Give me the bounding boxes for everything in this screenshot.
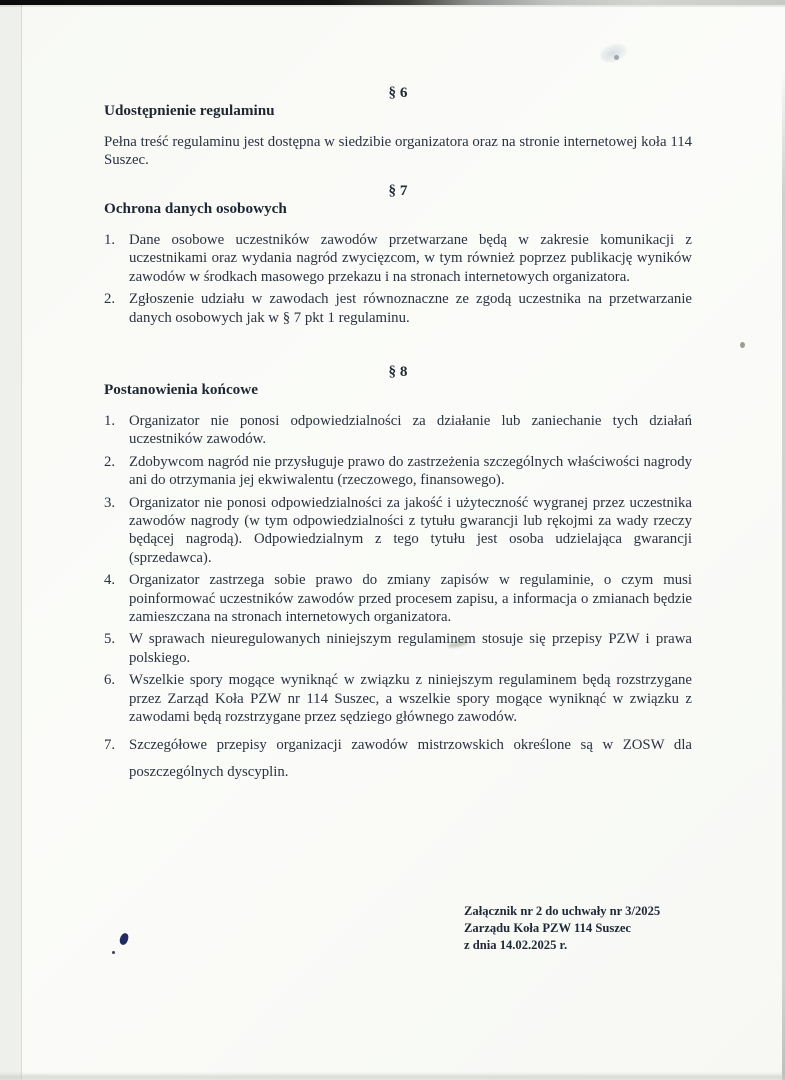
- section-7: [104, 182, 692, 331]
- list-item: [104, 571, 692, 626]
- list-item: [104, 494, 692, 568]
- attachment-note: [464, 903, 660, 954]
- section-6-heading: Udostępnienie regulaminu: [104, 102, 275, 119]
- list-item-text: W sprawach nieuregulowanych niniejszym regulaminem stosuje się przepisy PZW i prawa polskiego.: [129, 631, 692, 666]
- section-7-marker: § 7: [388, 182, 408, 199]
- section-6-paragraph: Pełna treść regulaminu jest dostępna w siedzibie organizatora oraz na stronie internetowej koła 114 Suszec.: [104, 134, 692, 169]
- list-item: [104, 732, 692, 786]
- list-item-number: 7.: [104, 736, 116, 753]
- section-6: [104, 84, 692, 170]
- list-item-number: 3.: [104, 494, 116, 511]
- attachment-note-line: Załącznik nr 2 do uchwały nr 3/2025: [464, 904, 661, 918]
- section-8-marker: § 8: [388, 363, 408, 380]
- list-item-number: 1.: [104, 232, 116, 248]
- list-item-text: Organizator nie ponosi odpowiedzialności za jakość i użyteczność wygranej przez uczestnika zawodów nagrody (w tym odpowiedzialności z tytułu gwarancji lub rękojmi za wady rzeczy będącej nagrodą). Odpowiedzialnym z tego tytułu jest osoba udzielająca gwarancji (sprzedawca).: [129, 494, 692, 566]
- list-item: [104, 290, 692, 327]
- section-7-list: [104, 231, 692, 327]
- list-item: [104, 453, 692, 490]
- section-8: [104, 363, 692, 790]
- list-item-number: 5.: [104, 631, 116, 648]
- list-item-number: 2.: [104, 291, 116, 308]
- section-8-heading: Postanowienia końcowe: [104, 381, 258, 398]
- attachment-note-line: z dnia 14.02.2025 r.: [464, 938, 568, 952]
- list-item-text: Dane osobowe uczestników zawodów przetwarzane będą w zakresie komunikacji z uczestnikami oraz wydania nagród zwycięzcom, w tym również poprzez publikację wyników zawodów w środkach masowego przekazu i na stronach internetowych organizatora.: [129, 232, 692, 285]
- list-item-number: 6.: [104, 672, 116, 689]
- list-item: [104, 630, 692, 667]
- list-item-text: Organizator zastrzega sobie prawo do zmiany zapisów w regulaminie, o czym musi poinformować uczestników zawodów przed procesem zapisu, a informacja o zmianach będzie zamieszczana na stronach internetowych organizatora.: [129, 572, 692, 626]
- list-item: [104, 412, 692, 449]
- section-8-list: [104, 412, 692, 786]
- list-item-number: 4.: [104, 572, 116, 589]
- section-7-heading: Ochrona danych osobowych: [104, 200, 287, 217]
- list-item-number: 1.: [104, 413, 116, 429]
- list-item-text: Szczegółowe przepisy organizacji zawodów mistrzowskich określone są w ZOSW dla poszczególnych dyscyplin.: [129, 736, 692, 780]
- list-item-text: Wszelkie spory mogące wyniknąć w związku z niniejszym regulaminem będą rozstrzygane przez Zarząd Koła PZW nr 114 Suszec, a wszelkie spory mogące wyniknąć w związku z zawodami będą rozstrzygane przez sędziego głównego zawodów.: [129, 672, 692, 726]
- list-item-text: Zdobywcom nagród nie przysługuje prawo do zastrzeżenia szczególnych właściwości nagrody ani do otrzymania jej ekwiwalentu (rzeczowego, finansowego).: [129, 453, 692, 489]
- list-item-number: 2.: [104, 453, 116, 470]
- section-6-marker: § 6: [388, 84, 408, 101]
- attachment-note-line: Zarządu Koła PZW 114 Suszec: [464, 921, 631, 935]
- list-item: [104, 231, 692, 286]
- list-item: [104, 671, 692, 726]
- list-item-text: Zgłoszenie udziału w zawodach jest równoznaczne ze zgodą uczestnika na przetwarzanie danych osobowych jak w § 7 pkt 1 regulaminu.: [129, 291, 692, 326]
- list-item-text: Organizator nie ponosi odpowiedzialności za działanie lub zaniechanie tych działań uczestników zawodów.: [129, 413, 692, 448]
